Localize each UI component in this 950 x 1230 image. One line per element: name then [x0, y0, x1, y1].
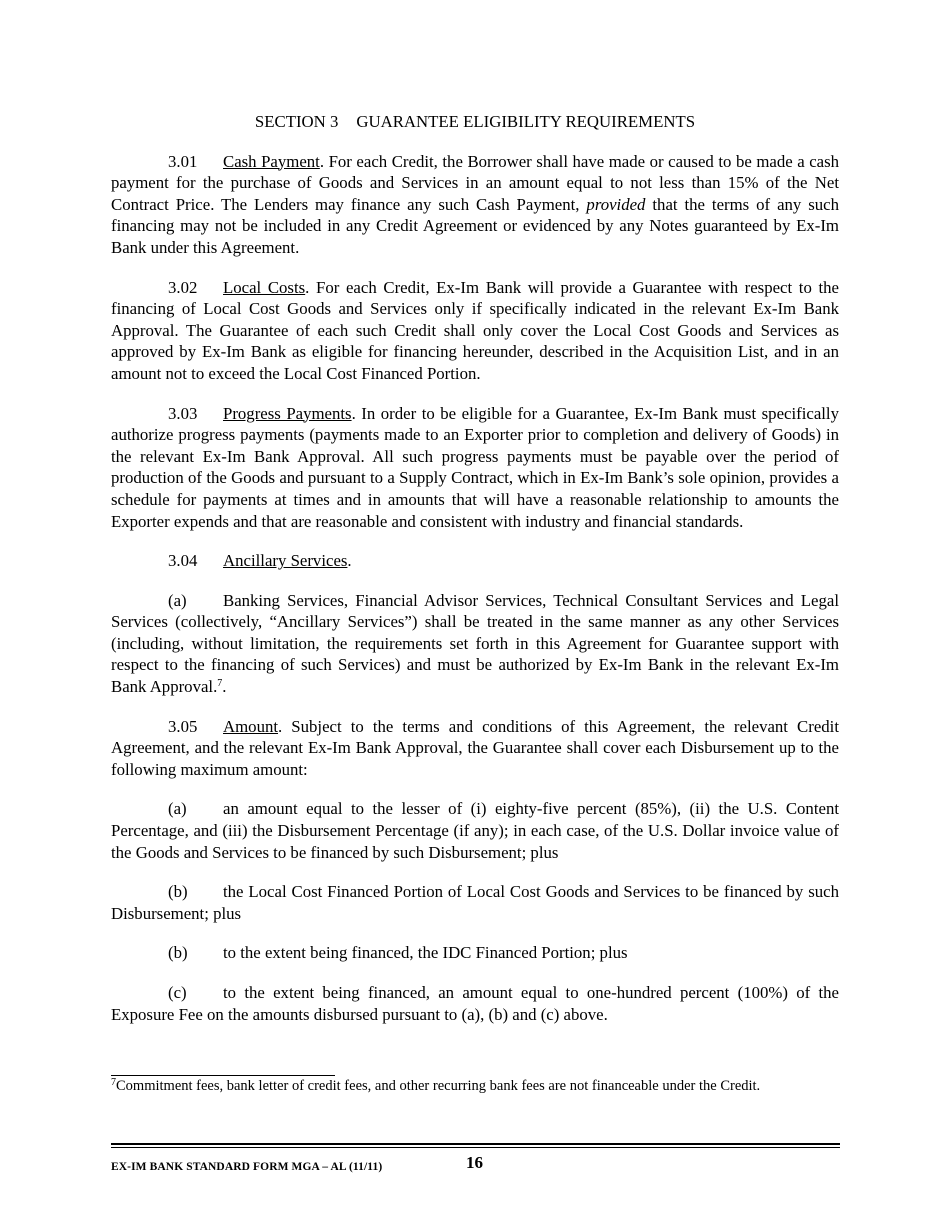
subparagraph-label: (b): [168, 882, 188, 902]
section-number: SECTION 3: [254, 112, 339, 131]
page-number: 16: [466, 1153, 483, 1172]
paragraph-number: 3.05: [168, 716, 198, 736]
paragraph-text: the Local Cost Financed Portion of Local Cost Goods and Services to be financed by such Disbursement; plus: [111, 882, 839, 923]
paragraph-3-05-b-second: [111, 942, 839, 964]
subparagraph-label: (a): [168, 590, 187, 610]
paragraph-3-02: [111, 277, 839, 385]
subparagraph-label: (a): [168, 799, 187, 819]
paragraph-3-05-c: [111, 982, 839, 1025]
footer-rule-thin: [111, 1147, 840, 1148]
paragraph-number: 3.02: [168, 277, 198, 297]
paragraph-text: to the extent being financed, an amount equal to one-hundred percent (100%) of the Exposure Fee on the amounts disbursed pursuant to (a), (b) and (c) above.: [111, 983, 839, 1024]
footnote-divider: [111, 1075, 335, 1076]
paragraph-text: . For each Credit, Ex-Im Bank will provide a Guarantee with respect to the financing of Local Cost Goods and Services only if specifically indicated in the relevant Ex-Im Bank Approval. The Guarantee of each such Credit shall only cover the Local Cost Goods and Services as approved by Ex-Im Bank as eligible for financing hereunder, described in the Acquisition List, and in an amount not to exceed the Local Cost Financed Portion.: [111, 277, 840, 383]
subparagraph-label: (c): [168, 983, 187, 1002]
paragraph-text: . In order to be eligible for a Guarantee, Ex-Im Bank must specifically authorize progress payments (payments made to an Exporter prior to completion and delivery of Goods) in the relevant Ex-Im Bank Approval. All such progress payments must be payable over the period of production of the Goods and pursuant to a Supply Contract, which in Ex-Im Bank’s sole opinion, provides a schedule for payments at times and in amounts that will have a reasonable relationship to amounts the Exporter expends and that are reasonable and consistent with industry and financial standards.: [111, 403, 839, 531]
footnote: [111, 1077, 851, 1095]
subparagraph-label: (b): [168, 943, 188, 963]
footer-rule-thick: [111, 1143, 840, 1145]
paragraph-3-05-b: [111, 881, 839, 924]
paragraph-3-04-a: [111, 590, 839, 698]
paragraph-heading: Ancillary Services: [223, 551, 348, 571]
paragraph-heading: Progress Payments: [223, 403, 352, 423]
paragraph-heading: Cash Payment: [223, 151, 320, 171]
footnote-text: Commitment fees, bank letter of credit fees, and other recurring bank fees are not financeable under the Credit.: [116, 1078, 761, 1094]
paragraph-text: . Subject to the terms and conditions of this Agreement, the relevant Credit Agreement, and the relevant Ex-Im Bank Approval, the Guarantee shall cover each Disbursement up to the following maximum amount:: [111, 716, 839, 779]
section-title: GUARANTEE ELIGIBILITY REQUIREMENTS: [356, 112, 696, 131]
paragraph-text: an amount equal to the lesser of (i) eighty-five percent (85%), (ii) the U.S. Content Percentage, and (iii) the Disbursement Percentage (if any); in each case, of the U.S. Dollar invoice value of the Goods and Services to be financed by such Disbursement; plus: [111, 799, 839, 862]
paragraph-3-04: [111, 550, 839, 572]
footnote-mark: 7: [111, 1077, 116, 1088]
paragraph-3-05-a: [111, 798, 839, 863]
paragraph-number: 3.03: [168, 403, 198, 423]
paragraph-text: . For each Credit, the Borrower shall have made or caused to be made a cash payment for the purchase of Goods and Services in an amount equal to not less than 15% of the Net Contract Price. The Lenders may finance any such Cash Payment,: [111, 151, 840, 214]
paragraph-3-03: [111, 403, 839, 533]
paragraph-text: to the extent being financed, the IDC Financed Portion; plus: [223, 943, 628, 963]
paragraph-3-01: [111, 151, 839, 259]
paragraph-italic: provided: [586, 194, 646, 214]
footnote-reference[interactable]: 7: [217, 678, 223, 690]
paragraph-heading: Local Costs: [223, 277, 306, 297]
paragraph-text-tail: .: [222, 677, 227, 697]
paragraph-number: 3.04: [168, 551, 198, 571]
section-heading: [111, 111, 839, 133]
page-body: [111, 111, 839, 1043]
paragraph-text: .: [347, 551, 352, 571]
paragraph-heading: Amount: [223, 716, 279, 736]
paragraph-text: that the terms of any such financing may not be included in any Credit Agreement or evidenced by any Notes guaranteed by Ex-Im Bank under this Agreement.: [111, 194, 839, 257]
paragraph-text: Banking Services, Financial Advisor Services, Technical Consultant Services and Legal Services (collectively, “Ancillary Services”) shall be treated in the same manner as any other Services (including, without limitation, the requirements set forth in this Agreement for Guarantee support with respect to the financing of such Services) and must be authorized by Ex-Im Bank in the relevant Ex-Im Bank Approval.: [111, 590, 839, 697]
paragraph-3-05: [111, 716, 839, 781]
footer-form-label: EX-IM BANK STANDARD FORM MGA – AL (11/11): [111, 1161, 383, 1173]
paragraph-number: 3.01: [168, 151, 198, 171]
